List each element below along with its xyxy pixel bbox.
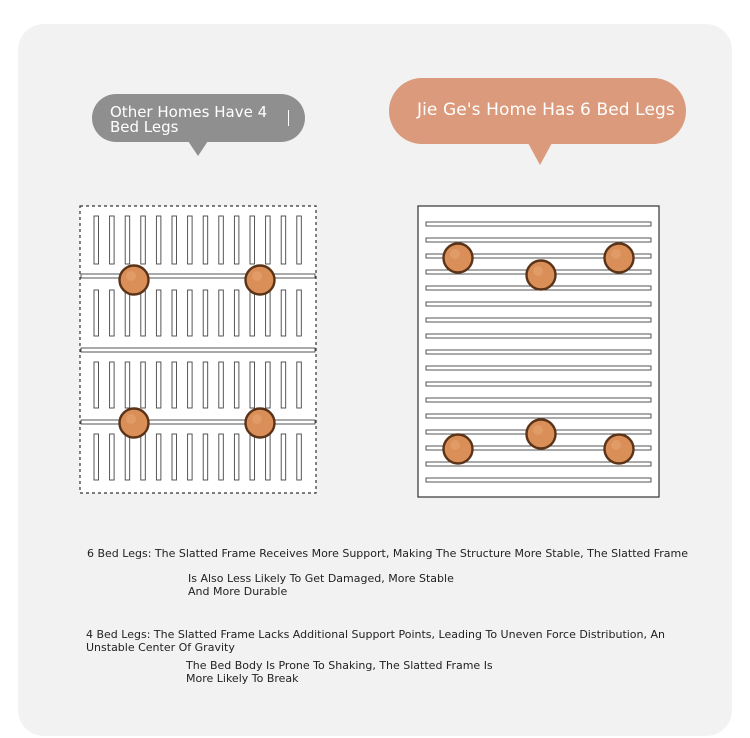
vertical-slat <box>156 290 161 336</box>
bubble-label-other-homes: Other Homes Have 4 Bed Legs <box>110 103 268 136</box>
vertical-slat <box>203 290 208 336</box>
bed-leg-icon <box>605 244 634 273</box>
vertical-slat <box>188 290 193 336</box>
bed-leg-icon <box>120 409 149 438</box>
horizontal-rail <box>81 348 315 352</box>
vertical-slat <box>125 362 130 408</box>
bubble-label-jie-ge-home: Jie Ge's Home Has 6 Bed Legs <box>417 100 675 120</box>
vertical-slat <box>219 362 224 408</box>
caption-six-legs-line-2: Is Also Less Likely To Get Damaged, More Stable <box>188 572 454 585</box>
bed-leg-icon <box>527 261 556 290</box>
vertical-slat <box>110 362 115 408</box>
vertical-slat <box>234 290 239 336</box>
vertical-slat <box>172 216 177 264</box>
vertical-slat <box>281 216 286 264</box>
vertical-slat <box>172 362 177 408</box>
vertical-slat <box>110 434 115 480</box>
vertical-slat <box>156 434 161 480</box>
caption-six-legs-line-1: 6 Bed Legs: The Slatted Frame Receives More Support, Making The Structure More Stable, The Slatted Frame <box>87 547 689 560</box>
vertical-slat <box>141 290 146 336</box>
vertical-slat <box>266 362 271 408</box>
vertical-slat <box>266 216 271 264</box>
vertical-slat <box>125 216 130 264</box>
six-leg-slatted-frame <box>418 206 659 497</box>
vertical-slat <box>141 434 146 480</box>
vertical-slat <box>156 216 161 264</box>
horizontal-slat <box>426 302 651 306</box>
horizontal-slat <box>426 398 651 402</box>
vertical-slat <box>188 434 193 480</box>
vertical-slat <box>297 216 302 264</box>
vertical-slat <box>141 362 146 408</box>
vertical-slat <box>219 290 224 336</box>
vertical-slat <box>281 290 286 336</box>
vertical-slat <box>94 434 99 480</box>
horizontal-slat <box>426 334 651 338</box>
horizontal-slat <box>426 318 651 322</box>
bed-leg-icon <box>120 266 149 295</box>
vertical-slat <box>219 434 224 480</box>
vertical-slat <box>172 434 177 480</box>
vertical-slat <box>234 434 239 480</box>
vertical-slat <box>110 216 115 264</box>
caption-four-legs-line-3: The Bed Body Is Prone To Shaking, The Slatted Frame Is <box>186 659 493 672</box>
vertical-slat <box>125 290 130 336</box>
horizontal-slat <box>426 414 651 418</box>
vertical-slat <box>94 290 99 336</box>
vertical-slat <box>125 434 130 480</box>
vertical-slat <box>297 362 302 408</box>
four-leg-slatted-frame <box>80 206 316 493</box>
vertical-slat <box>266 434 271 480</box>
horizontal-rail <box>81 420 315 424</box>
vertical-slat <box>250 290 255 336</box>
caption-four-legs-line-1: 4 Bed Legs: The Slatted Frame Lacks Additional Support Points, Leading To Uneven Force Distribution, An <box>86 628 665 641</box>
horizontal-slat <box>426 222 651 226</box>
vertical-slat <box>234 216 239 264</box>
vertical-slat <box>94 362 99 408</box>
vertical-slat <box>250 434 255 480</box>
vertical-slat <box>188 362 193 408</box>
caption-four-legs-line-2: Unstable Center Of Gravity <box>86 641 235 654</box>
caption-four-legs-line-4: More Likely To Break <box>186 672 299 685</box>
vertical-slat <box>266 290 271 336</box>
vertical-slat <box>94 216 99 264</box>
horizontal-slat <box>426 478 651 482</box>
horizontal-slat <box>426 350 651 354</box>
bed-leg-icon <box>246 266 275 295</box>
vertical-slat <box>297 290 302 336</box>
horizontal-slat <box>426 382 651 386</box>
vertical-slat <box>172 290 177 336</box>
bed-leg-icon <box>605 435 634 464</box>
vertical-slat <box>188 216 193 264</box>
vertical-slat <box>234 362 239 408</box>
caption-six-legs-line-3: And More Durable <box>188 585 288 598</box>
vertical-slat <box>219 216 224 264</box>
vertical-slat <box>203 362 208 408</box>
vertical-slat <box>281 362 286 408</box>
vertical-slat <box>281 434 286 480</box>
vertical-slat <box>141 216 146 264</box>
vertical-slat <box>203 216 208 264</box>
vertical-slat <box>156 362 161 408</box>
horizontal-slat <box>426 238 651 242</box>
vertical-slat <box>110 290 115 336</box>
bed-leg-icon <box>444 435 473 464</box>
vertical-slat <box>297 434 302 480</box>
vertical-slat <box>250 362 255 408</box>
bed-leg-icon <box>246 409 275 438</box>
horizontal-rail <box>81 274 315 278</box>
vertical-slat <box>250 216 255 264</box>
bed-leg-icon <box>444 244 473 273</box>
bed-leg-icon <box>527 420 556 449</box>
horizontal-slat <box>426 366 651 370</box>
vertical-slat <box>203 434 208 480</box>
